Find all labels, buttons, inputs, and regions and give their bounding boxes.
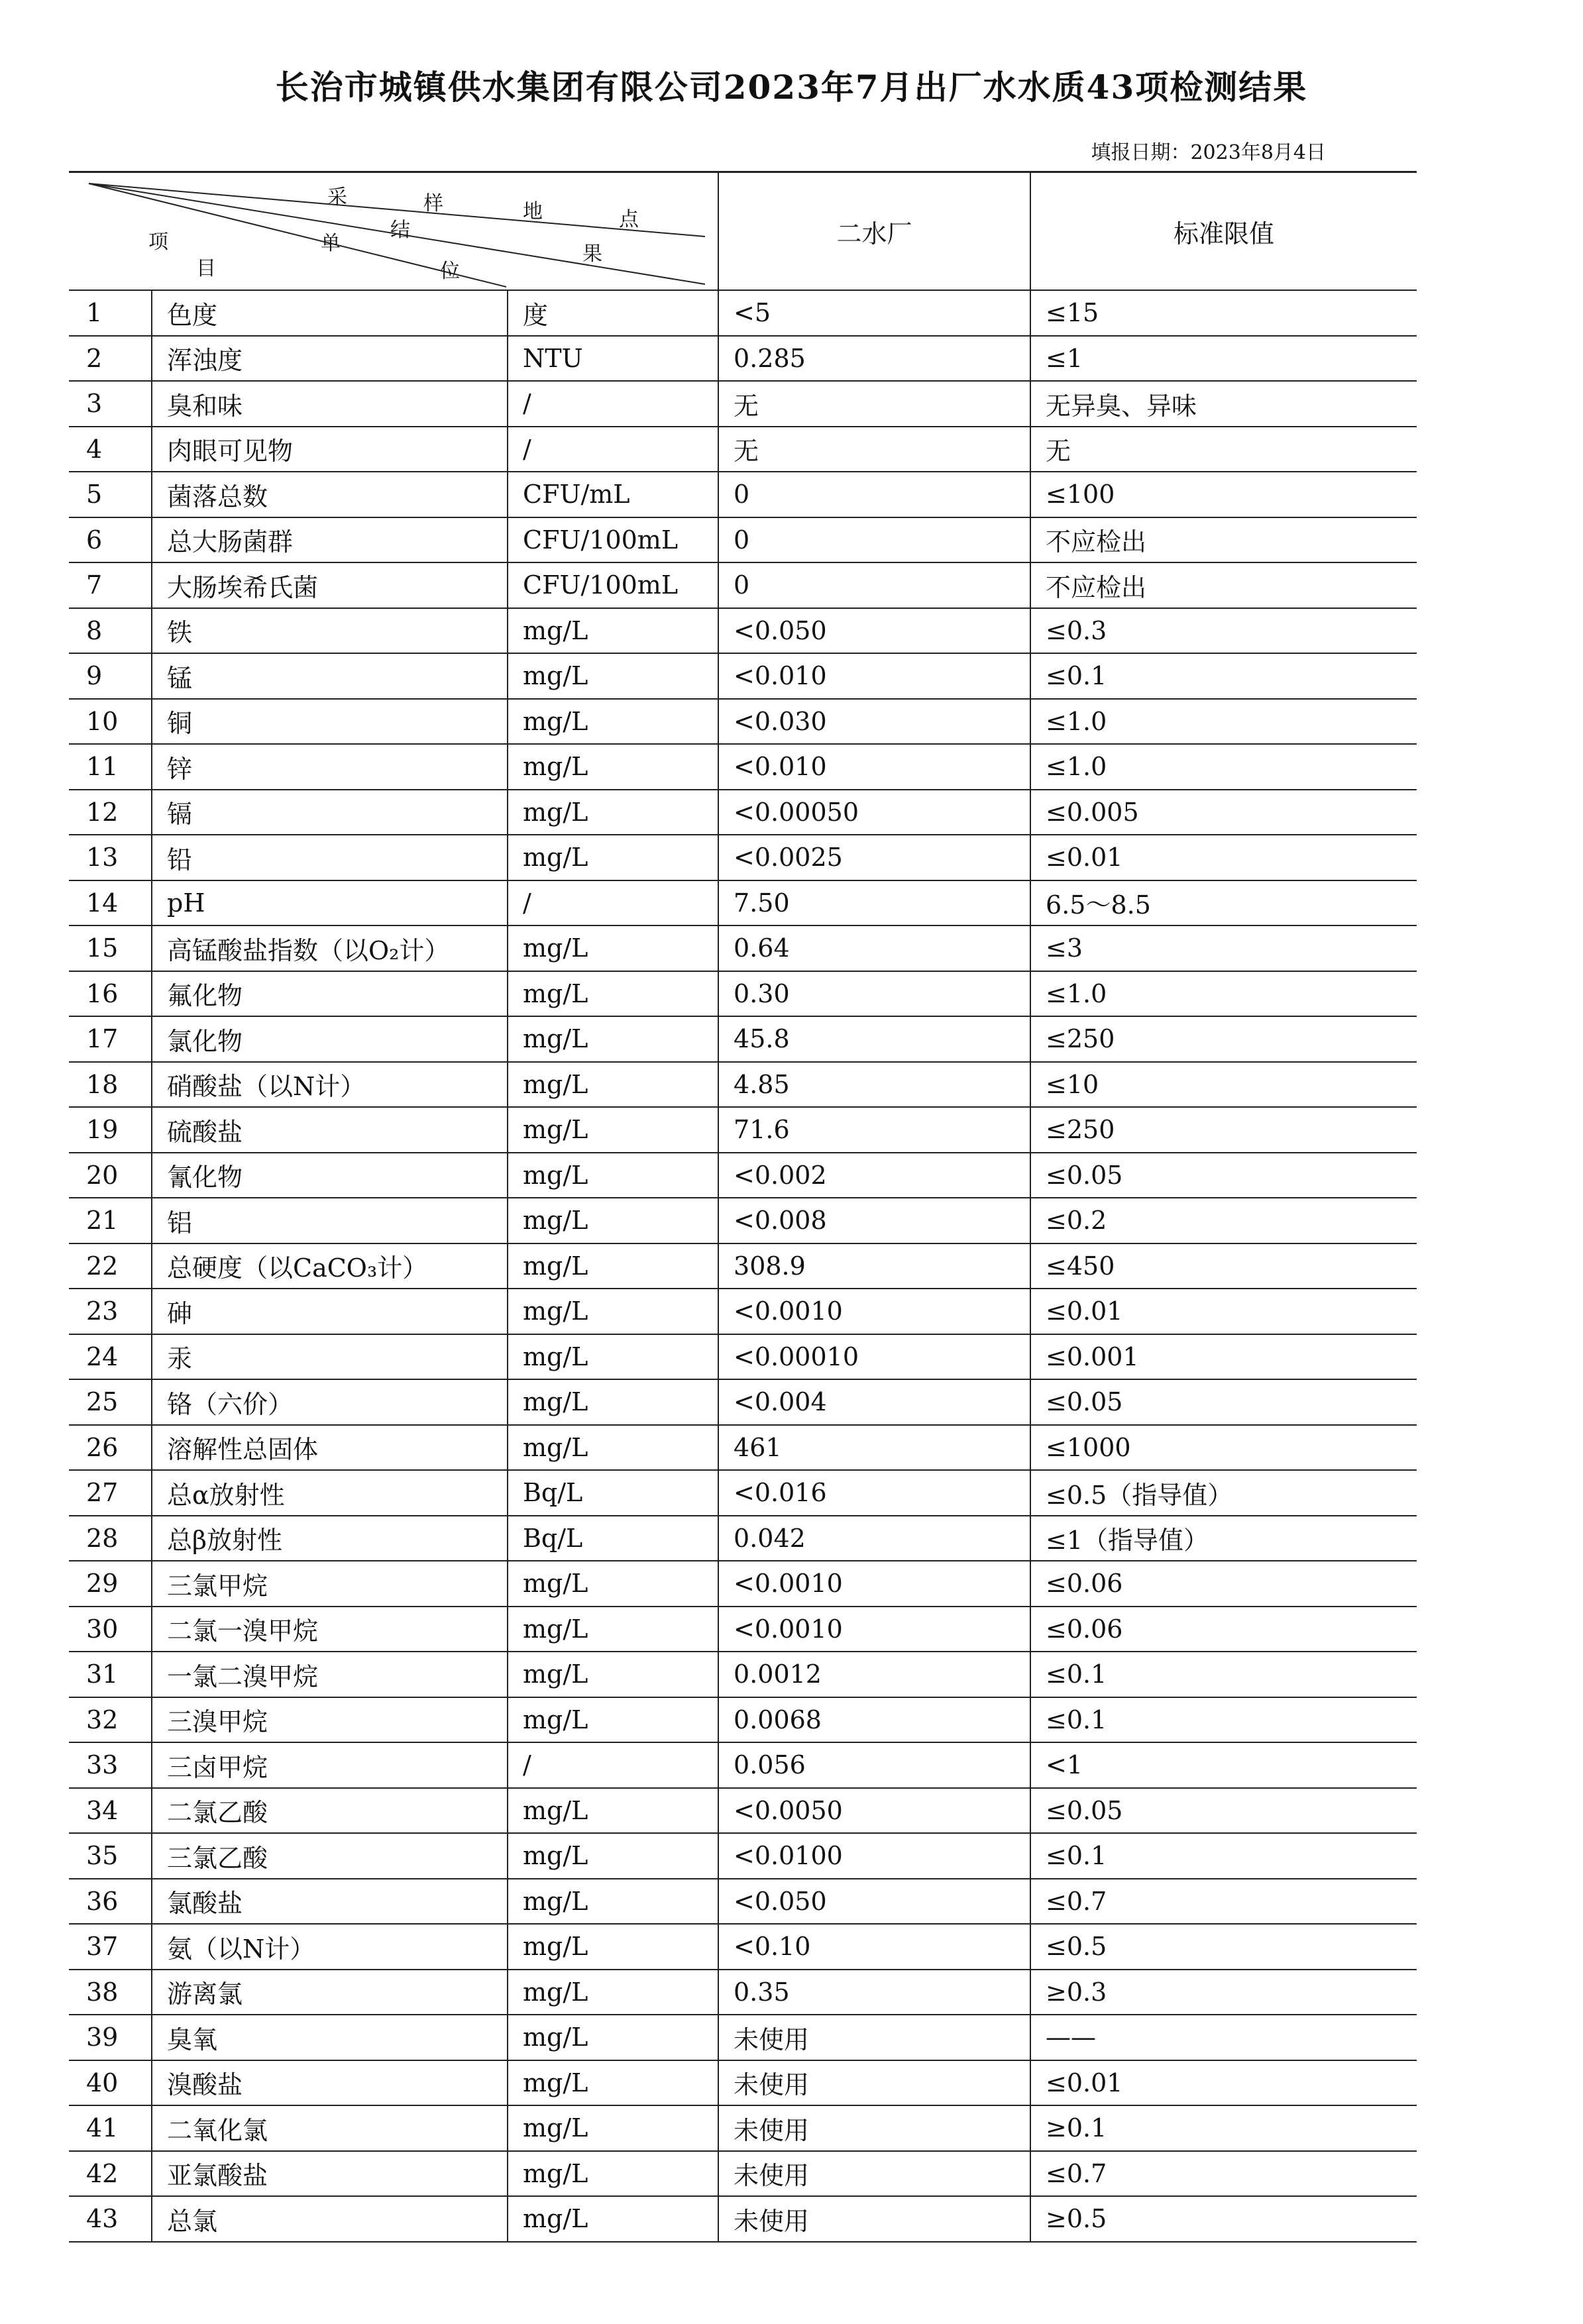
unit: CFU/100mL xyxy=(508,562,718,608)
measured-value: 0.30 xyxy=(718,971,1030,1017)
table-row xyxy=(69,699,1417,745)
row-number: 38 xyxy=(69,1970,152,2015)
standard-limit: ≤0.005 xyxy=(1030,790,1417,835)
standard-limit: ≤1000 xyxy=(1030,1425,1417,1471)
unit: mg/L xyxy=(508,1198,718,1243)
item-name: 二氯乙酸 xyxy=(152,1788,508,1834)
unit: mg/L xyxy=(508,1970,718,2015)
standard-limit: ≤15 xyxy=(1030,290,1417,336)
table-row xyxy=(69,290,1417,336)
standard-limit: ≤1 xyxy=(1030,336,1417,382)
unit: / xyxy=(508,1742,718,1788)
row-number: 4 xyxy=(69,427,152,472)
table-row xyxy=(69,744,1417,790)
row-number: 15 xyxy=(69,925,152,971)
standard-limit: ≤0.05 xyxy=(1030,1788,1417,1834)
measured-value: <0.0010 xyxy=(718,1561,1030,1607)
item-name: 铝 xyxy=(152,1198,508,1243)
table-row xyxy=(69,2105,1417,2151)
table-row xyxy=(69,1652,1417,1697)
unit: / xyxy=(508,880,718,926)
row-number: 25 xyxy=(69,1379,152,1425)
measured-value: 0.0068 xyxy=(718,1697,1030,1743)
table-row xyxy=(69,1016,1417,1062)
row-number: 18 xyxy=(69,1062,152,1108)
measured-value: 0 xyxy=(718,472,1030,517)
standard-limit: ≤250 xyxy=(1030,1016,1417,1062)
item-name: 氨（以N计） xyxy=(152,1924,508,1970)
diag-label-item-1: 项 xyxy=(148,231,168,254)
item-name: 三溴甲烷 xyxy=(152,1697,508,1743)
unit: mg/L xyxy=(508,744,718,790)
row-number: 43 xyxy=(69,2196,152,2242)
table-row xyxy=(69,1107,1417,1153)
measured-value: 未使用 xyxy=(718,2015,1030,2060)
table-row xyxy=(69,1289,1417,1334)
row-number: 36 xyxy=(69,1879,152,1925)
item-name: 铅 xyxy=(152,835,508,880)
standard-limit: ≤100 xyxy=(1030,472,1417,517)
item-name: 硫酸盐 xyxy=(152,1107,508,1153)
item-name: 二氯一溴甲烷 xyxy=(152,1607,508,1652)
table-row xyxy=(69,2015,1417,2060)
table-row xyxy=(69,1470,1417,1516)
measured-value: 0 xyxy=(718,562,1030,608)
item-name: 三卤甲烷 xyxy=(152,1742,508,1788)
measured-value: 45.8 xyxy=(718,1016,1030,1062)
unit: 度 xyxy=(508,290,718,336)
item-name: 一氯二溴甲烷 xyxy=(152,1652,508,1697)
unit: mg/L xyxy=(508,653,718,699)
item-name: 氟化物 xyxy=(152,971,508,1017)
unit: mg/L xyxy=(508,925,718,971)
item-name: 三氯乙酸 xyxy=(152,1833,508,1879)
row-number: 33 xyxy=(69,1742,152,1788)
standard-limit: ≤0.05 xyxy=(1030,1379,1417,1425)
standard-limit: ≤10 xyxy=(1030,1062,1417,1108)
diag-label-unit-2: 位 xyxy=(440,260,460,283)
standard-limit: ≤250 xyxy=(1030,1107,1417,1153)
row-number: 23 xyxy=(69,1289,152,1334)
diag-label-sampling-2: 样 xyxy=(423,192,443,215)
table-row xyxy=(69,1425,1417,1471)
diag-label-sampling-3: 地 xyxy=(523,200,543,223)
row-number: 12 xyxy=(69,790,152,835)
item-name: 铜 xyxy=(152,699,508,745)
standard-limit: ≤0.7 xyxy=(1030,1879,1417,1925)
standard-limit: ≤0.001 xyxy=(1030,1334,1417,1380)
standard-limit: ≤0.1 xyxy=(1030,1652,1417,1697)
standard-limit: <1 xyxy=(1030,1742,1417,1788)
diag-label-sampling-4: 点 xyxy=(619,208,639,231)
standard-limit: ≤0.1 xyxy=(1030,1697,1417,1743)
measured-value: 71.6 xyxy=(718,1107,1030,1153)
measured-value: <0.030 xyxy=(718,699,1030,745)
standard-limit: ≤0.2 xyxy=(1030,1198,1417,1243)
standard-limit: ≤0.05 xyxy=(1030,1153,1417,1198)
diag-label-result-2: 果 xyxy=(582,242,602,266)
table-row xyxy=(69,562,1417,608)
unit: / xyxy=(508,427,718,472)
table-row xyxy=(69,835,1417,880)
table-row xyxy=(69,1198,1417,1243)
table-row xyxy=(69,1334,1417,1380)
row-number: 6 xyxy=(69,517,152,563)
item-name: 游离氯 xyxy=(152,1970,508,2015)
measured-value: 未使用 xyxy=(718,2105,1030,2151)
table-row xyxy=(69,880,1417,926)
item-name: 大肠埃希氏菌 xyxy=(152,562,508,608)
table-row xyxy=(69,1516,1417,1561)
standard-limit: ≤0.5 xyxy=(1030,1924,1417,1970)
unit: mg/L xyxy=(508,699,718,745)
item-name: 总α放射性 xyxy=(152,1470,508,1516)
row-number: 1 xyxy=(69,290,152,336)
table-row xyxy=(69,1788,1417,1834)
item-name: 汞 xyxy=(152,1334,508,1380)
unit: mg/L xyxy=(508,1607,718,1652)
measured-value: 0.0012 xyxy=(718,1652,1030,1697)
table-row xyxy=(69,971,1417,1017)
row-number: 31 xyxy=(69,1652,152,1697)
item-name: 浑浊度 xyxy=(152,336,508,382)
standard-limit: ≤0.7 xyxy=(1030,2151,1417,2197)
row-number: 39 xyxy=(69,2015,152,2060)
unit: mg/L xyxy=(508,1652,718,1697)
table-row xyxy=(69,1924,1417,1970)
table-row xyxy=(69,2151,1417,2197)
row-number: 7 xyxy=(69,562,152,608)
row-number: 34 xyxy=(69,1788,152,1834)
item-name: 镉 xyxy=(152,790,508,835)
fill-date: 填报日期：2023年8月4日 xyxy=(1091,141,1326,164)
unit: Bq/L xyxy=(508,1516,718,1561)
measured-value: 无 xyxy=(718,381,1030,427)
standard-limit: ≤1（指导值） xyxy=(1030,1516,1417,1561)
unit: CFU/100mL xyxy=(508,517,718,563)
item-name: pH xyxy=(152,880,508,926)
item-name: 锌 xyxy=(152,744,508,790)
measured-value: <0.050 xyxy=(718,1879,1030,1925)
measured-value: 4.85 xyxy=(718,1062,1030,1108)
row-number: 10 xyxy=(69,699,152,745)
row-number: 41 xyxy=(69,2105,152,2151)
standard-limit: 不应检出 xyxy=(1030,562,1417,608)
row-number: 5 xyxy=(69,472,152,517)
table-row xyxy=(69,2196,1417,2242)
standard-limit: 无 xyxy=(1030,427,1417,472)
unit: mg/L xyxy=(508,1062,718,1108)
item-name: 砷 xyxy=(152,1289,508,1334)
row-number: 13 xyxy=(69,835,152,880)
item-name: 溴酸盐 xyxy=(152,2060,508,2106)
row-number: 35 xyxy=(69,1833,152,1879)
standard-limit: ≤0.01 xyxy=(1030,1289,1417,1334)
standard-limit: ≤1.0 xyxy=(1030,744,1417,790)
measured-value: <0.016 xyxy=(718,1470,1030,1516)
measured-value: <5 xyxy=(718,290,1030,336)
standard-limit: ≤0.06 xyxy=(1030,1561,1417,1607)
item-name: 锰 xyxy=(152,653,508,699)
measured-value: 0.64 xyxy=(718,925,1030,971)
unit: NTU xyxy=(508,336,718,382)
row-number: 21 xyxy=(69,1198,152,1243)
unit: Bq/L xyxy=(508,1470,718,1516)
standard-limit: ≥0.1 xyxy=(1030,2105,1417,2151)
standard-limit: ≤0.3 xyxy=(1030,608,1417,654)
measured-value: 0.042 xyxy=(718,1516,1030,1561)
unit: mg/L xyxy=(508,835,718,880)
unit: mg/L xyxy=(508,1697,718,1743)
row-number: 22 xyxy=(69,1243,152,1289)
measured-value: 未使用 xyxy=(718,2151,1030,2197)
measured-value: <0.10 xyxy=(718,1924,1030,1970)
unit: mg/L xyxy=(508,2105,718,2151)
row-number: 16 xyxy=(69,971,152,1017)
item-name: 总氯 xyxy=(152,2196,508,2242)
unit: mg/L xyxy=(508,2196,718,2242)
table-row xyxy=(69,1153,1417,1198)
item-name: 三氯甲烷 xyxy=(152,1561,508,1607)
unit: mg/L xyxy=(508,1107,718,1153)
measured-value: 未使用 xyxy=(718,2060,1030,2106)
item-name: 高锰酸盐指数（以O₂计） xyxy=(152,925,508,971)
table-row xyxy=(69,1607,1417,1652)
column-header-plant: 二水厂 xyxy=(718,172,1030,291)
diag-label-unit-1: 单 xyxy=(321,232,341,255)
measured-value: 未使用 xyxy=(718,2196,1030,2242)
table-row xyxy=(69,427,1417,472)
measured-value: <0.010 xyxy=(718,653,1030,699)
measured-value: <0.0010 xyxy=(718,1607,1030,1652)
table-row xyxy=(69,608,1417,654)
unit: mg/L xyxy=(508,2015,718,2060)
measured-value: <0.0025 xyxy=(718,835,1030,880)
item-name: 氯化物 xyxy=(152,1016,508,1062)
table-row xyxy=(69,517,1417,563)
row-number: 2 xyxy=(69,336,152,382)
table-row xyxy=(69,1742,1417,1788)
item-name: 菌落总数 xyxy=(152,472,508,517)
item-name: 铬（六价） xyxy=(152,1379,508,1425)
table-row xyxy=(69,1062,1417,1108)
item-name: 总硬度（以CaCO₃计） xyxy=(152,1243,508,1289)
row-number: 37 xyxy=(69,1924,152,1970)
item-name: 色度 xyxy=(152,290,508,336)
item-name: 硝酸盐（以N计） xyxy=(152,1062,508,1108)
standard-limit: ≤0.01 xyxy=(1030,2060,1417,2106)
table-row xyxy=(69,653,1417,699)
measured-value: 无 xyxy=(718,427,1030,472)
results-table-body xyxy=(69,172,1417,2242)
item-name: 总β放射性 xyxy=(152,1516,508,1561)
unit: mg/L xyxy=(508,2060,718,2106)
row-number: 19 xyxy=(69,1107,152,1153)
item-name: 铁 xyxy=(152,608,508,654)
measured-value: <0.0100 xyxy=(718,1833,1030,1879)
unit: mg/L xyxy=(508,1879,718,1925)
column-header-limit: 标准限值 xyxy=(1030,172,1417,291)
row-number: 14 xyxy=(69,880,152,926)
table-row xyxy=(69,381,1417,427)
standard-limit: ≥0.3 xyxy=(1030,1970,1417,2015)
row-number: 29 xyxy=(69,1561,152,1607)
unit: CFU/mL xyxy=(508,472,718,517)
unit: mg/L xyxy=(508,1833,718,1879)
unit: mg/L xyxy=(508,2151,718,2197)
table-row xyxy=(69,1879,1417,1925)
table-row xyxy=(69,1243,1417,1289)
item-name: 氯酸盐 xyxy=(152,1879,508,1925)
table-row xyxy=(69,472,1417,517)
measured-value: <0.002 xyxy=(718,1153,1030,1198)
row-number: 26 xyxy=(69,1425,152,1471)
row-number: 11 xyxy=(69,744,152,790)
item-name: 二氧化氯 xyxy=(152,2105,508,2151)
unit: mg/L xyxy=(508,1924,718,1970)
unit: mg/L xyxy=(508,608,718,654)
standard-limit: ≤0.06 xyxy=(1030,1607,1417,1652)
standard-limit: 无异臭、异味 xyxy=(1030,381,1417,427)
unit: mg/L xyxy=(508,1561,718,1607)
item-name: 臭氧 xyxy=(152,2015,508,2060)
unit: mg/L xyxy=(508,1289,718,1334)
row-number: 32 xyxy=(69,1697,152,1743)
measured-value: <0.0010 xyxy=(718,1289,1030,1334)
row-number: 27 xyxy=(69,1470,152,1516)
table-row xyxy=(69,1379,1417,1425)
standard-limit: 6.5～8.5 xyxy=(1030,880,1417,926)
table-row xyxy=(69,925,1417,971)
standard-limit: ≤0.1 xyxy=(1030,1833,1417,1879)
row-number: 24 xyxy=(69,1334,152,1380)
measured-value: <0.008 xyxy=(718,1198,1030,1243)
standard-limit: ≤450 xyxy=(1030,1243,1417,1289)
item-name: 总大肠菌群 xyxy=(152,517,508,563)
measured-value: <0.004 xyxy=(718,1379,1030,1425)
measured-value: <0.0050 xyxy=(718,1788,1030,1834)
page-title: 长治市城镇供水集团有限公司2023年7月出厂水水质43项检测结果 xyxy=(275,68,1308,107)
standard-limit: ≤1.0 xyxy=(1030,699,1417,745)
table-row xyxy=(69,336,1417,382)
row-number: 20 xyxy=(69,1153,152,1198)
unit: mg/L xyxy=(508,1334,718,1380)
unit: mg/L xyxy=(508,1425,718,1471)
measured-value: 7.50 xyxy=(718,880,1030,926)
row-number: 30 xyxy=(69,1607,152,1652)
measured-value: <0.00010 xyxy=(718,1334,1030,1380)
measured-value: 0 xyxy=(718,517,1030,563)
unit: mg/L xyxy=(508,1788,718,1834)
row-number: 28 xyxy=(69,1516,152,1561)
standard-limit: —— xyxy=(1030,2015,1417,2060)
unit: mg/L xyxy=(508,790,718,835)
unit: mg/L xyxy=(508,971,718,1017)
measured-value: <0.050 xyxy=(718,608,1030,654)
unit: / xyxy=(508,381,718,427)
row-number: 3 xyxy=(69,381,152,427)
unit: mg/L xyxy=(508,1153,718,1198)
item-name: 溶解性总固体 xyxy=(152,1425,508,1471)
row-number: 9 xyxy=(69,653,152,699)
item-name: 氰化物 xyxy=(152,1153,508,1198)
row-number: 17 xyxy=(69,1016,152,1062)
measured-value: 308.9 xyxy=(718,1243,1030,1289)
item-name: 臭和味 xyxy=(152,381,508,427)
standard-limit: ≤0.01 xyxy=(1030,835,1417,880)
row-number: 40 xyxy=(69,2060,152,2106)
standard-limit: 不应检出 xyxy=(1030,517,1417,563)
row-number: 42 xyxy=(69,2151,152,2197)
item-name: 亚氯酸盐 xyxy=(152,2151,508,2197)
diag-label-item-2: 目 xyxy=(196,257,216,280)
unit: mg/L xyxy=(508,1243,718,1289)
table-row xyxy=(69,1561,1417,1607)
measured-value: 0.285 xyxy=(718,336,1030,382)
unit: mg/L xyxy=(508,1379,718,1425)
measured-value: <0.00050 xyxy=(718,790,1030,835)
table-row xyxy=(69,1697,1417,1743)
standard-limit: ≥0.5 xyxy=(1030,2196,1417,2242)
diagonal-header-cell xyxy=(69,172,718,291)
table-row xyxy=(69,2060,1417,2106)
item-name: 肉眼可见物 xyxy=(152,427,508,472)
standard-limit: ≤1.0 xyxy=(1030,971,1417,1017)
standard-limit: ≤0.1 xyxy=(1030,653,1417,699)
measured-value: 461 xyxy=(718,1425,1030,1471)
standard-limit: ≤0.5（指导值） xyxy=(1030,1470,1417,1516)
standard-limit: ≤3 xyxy=(1030,925,1417,971)
table-row xyxy=(69,1970,1417,2015)
diag-label-sampling-1: 采 xyxy=(327,185,347,209)
measured-value: <0.010 xyxy=(718,744,1030,790)
measured-value: 0.35 xyxy=(718,1970,1030,2015)
results-table xyxy=(69,171,1417,2243)
measured-value: 0.056 xyxy=(718,1742,1030,1788)
row-number: 8 xyxy=(69,608,152,654)
unit: mg/L xyxy=(508,1016,718,1062)
table-row xyxy=(69,790,1417,835)
diag-label-result-1: 结 xyxy=(390,219,410,242)
table-header-row xyxy=(69,172,1417,291)
table-row xyxy=(69,1833,1417,1879)
